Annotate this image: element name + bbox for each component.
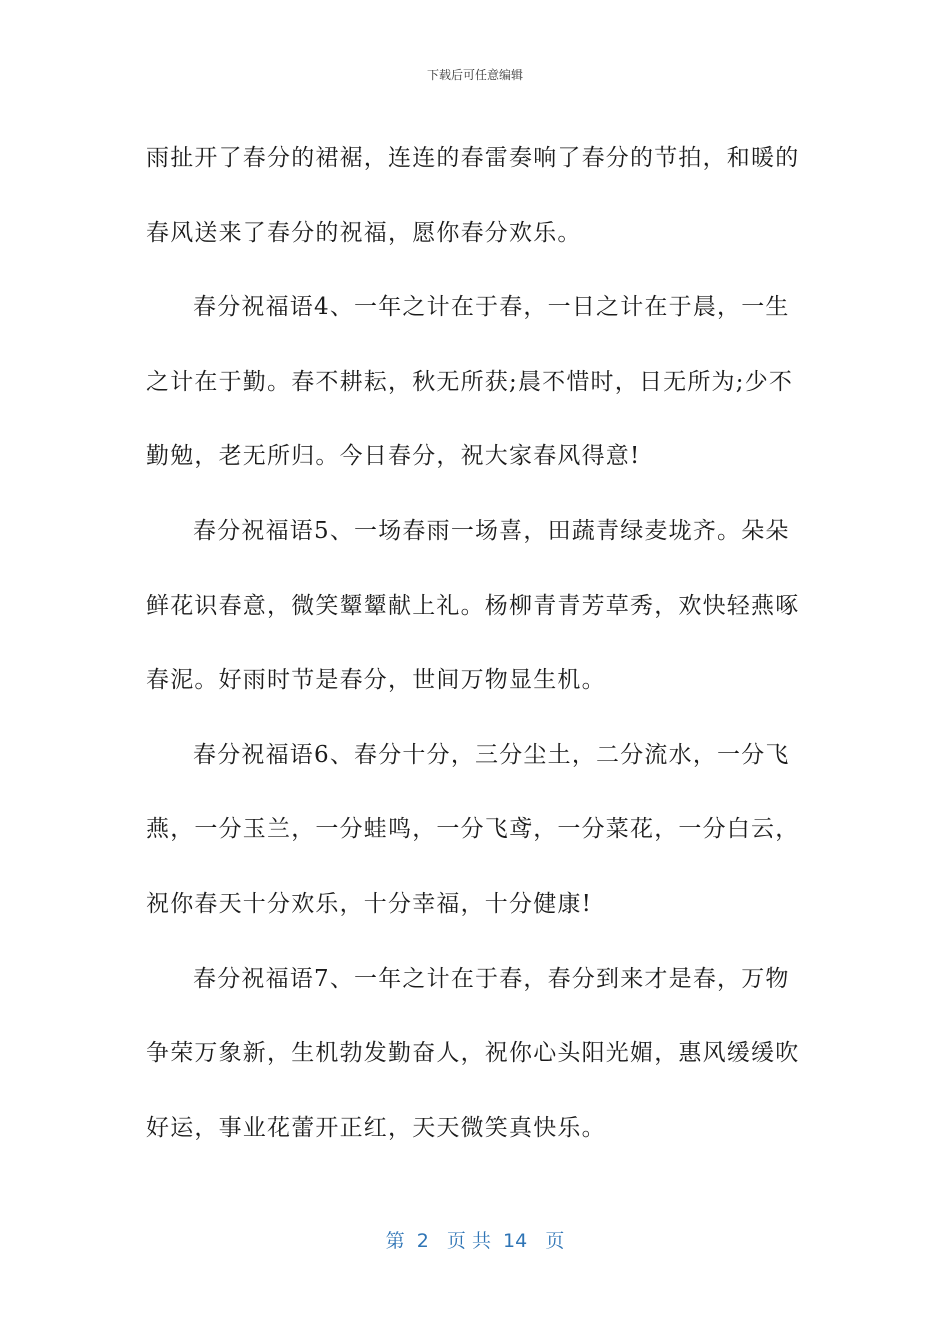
text-line: 好运，事业花蕾开正红，天天微笑真快乐。 bbox=[146, 1114, 606, 1141]
text-line: 春泥。好雨时节是春分，世间万物显生机。 bbox=[146, 667, 606, 694]
paragraph-start-line: 春分祝福语7、一年之计在于春，春分到来才是春，万物 bbox=[193, 965, 790, 992]
text-line: 争荣万象新，生机勃发勤奋人，祝你心头阳光媚，惠风缓缓吹 bbox=[146, 1040, 800, 1067]
text-line: 之计在于勤。春不耕耘，秋无所获;晨不惜时，日无所为;少不 bbox=[146, 368, 794, 395]
text-line: 春风送来了春分的祝福，愿你春分欢乐。 bbox=[146, 219, 582, 246]
page-number-footer: 第 2 页 共 14 页 bbox=[385, 1230, 565, 1252]
paragraph-start-line: 春分祝福语4、一年之计在于春，一日之计在于晨，一生 bbox=[193, 294, 790, 321]
paragraph-start-line: 春分祝福语5、一场春雨一场喜，田蔬青绿麦垅齐。朵朵 bbox=[193, 517, 790, 544]
paragraph-start-line: 春分祝福语6、春分十分，三分尘土，二分流水，一分飞 bbox=[193, 741, 790, 768]
document-body bbox=[146, 121, 806, 1165]
text-line: 燕，一分玉兰，一分蛙鸣，一分飞鸢，一分菜花，一分白云， bbox=[146, 816, 800, 843]
text-line: 鲜花识春意，微笑颦颦献上礼。杨柳青青芳草秀，欢快轻燕啄 bbox=[146, 592, 800, 619]
text-line: 祝你春天十分欢乐，十分幸福，十分健康! bbox=[146, 890, 593, 917]
page-header: 下载后可任意编辑 bbox=[426, 68, 523, 82]
text-line: 勤勉，老无所归。今日春分，祝大家春风得意! bbox=[146, 443, 641, 470]
text-line: 雨扯开了春分的裙裾，连连的春雷奏响了春分的节拍，和暖的 bbox=[146, 145, 800, 171]
